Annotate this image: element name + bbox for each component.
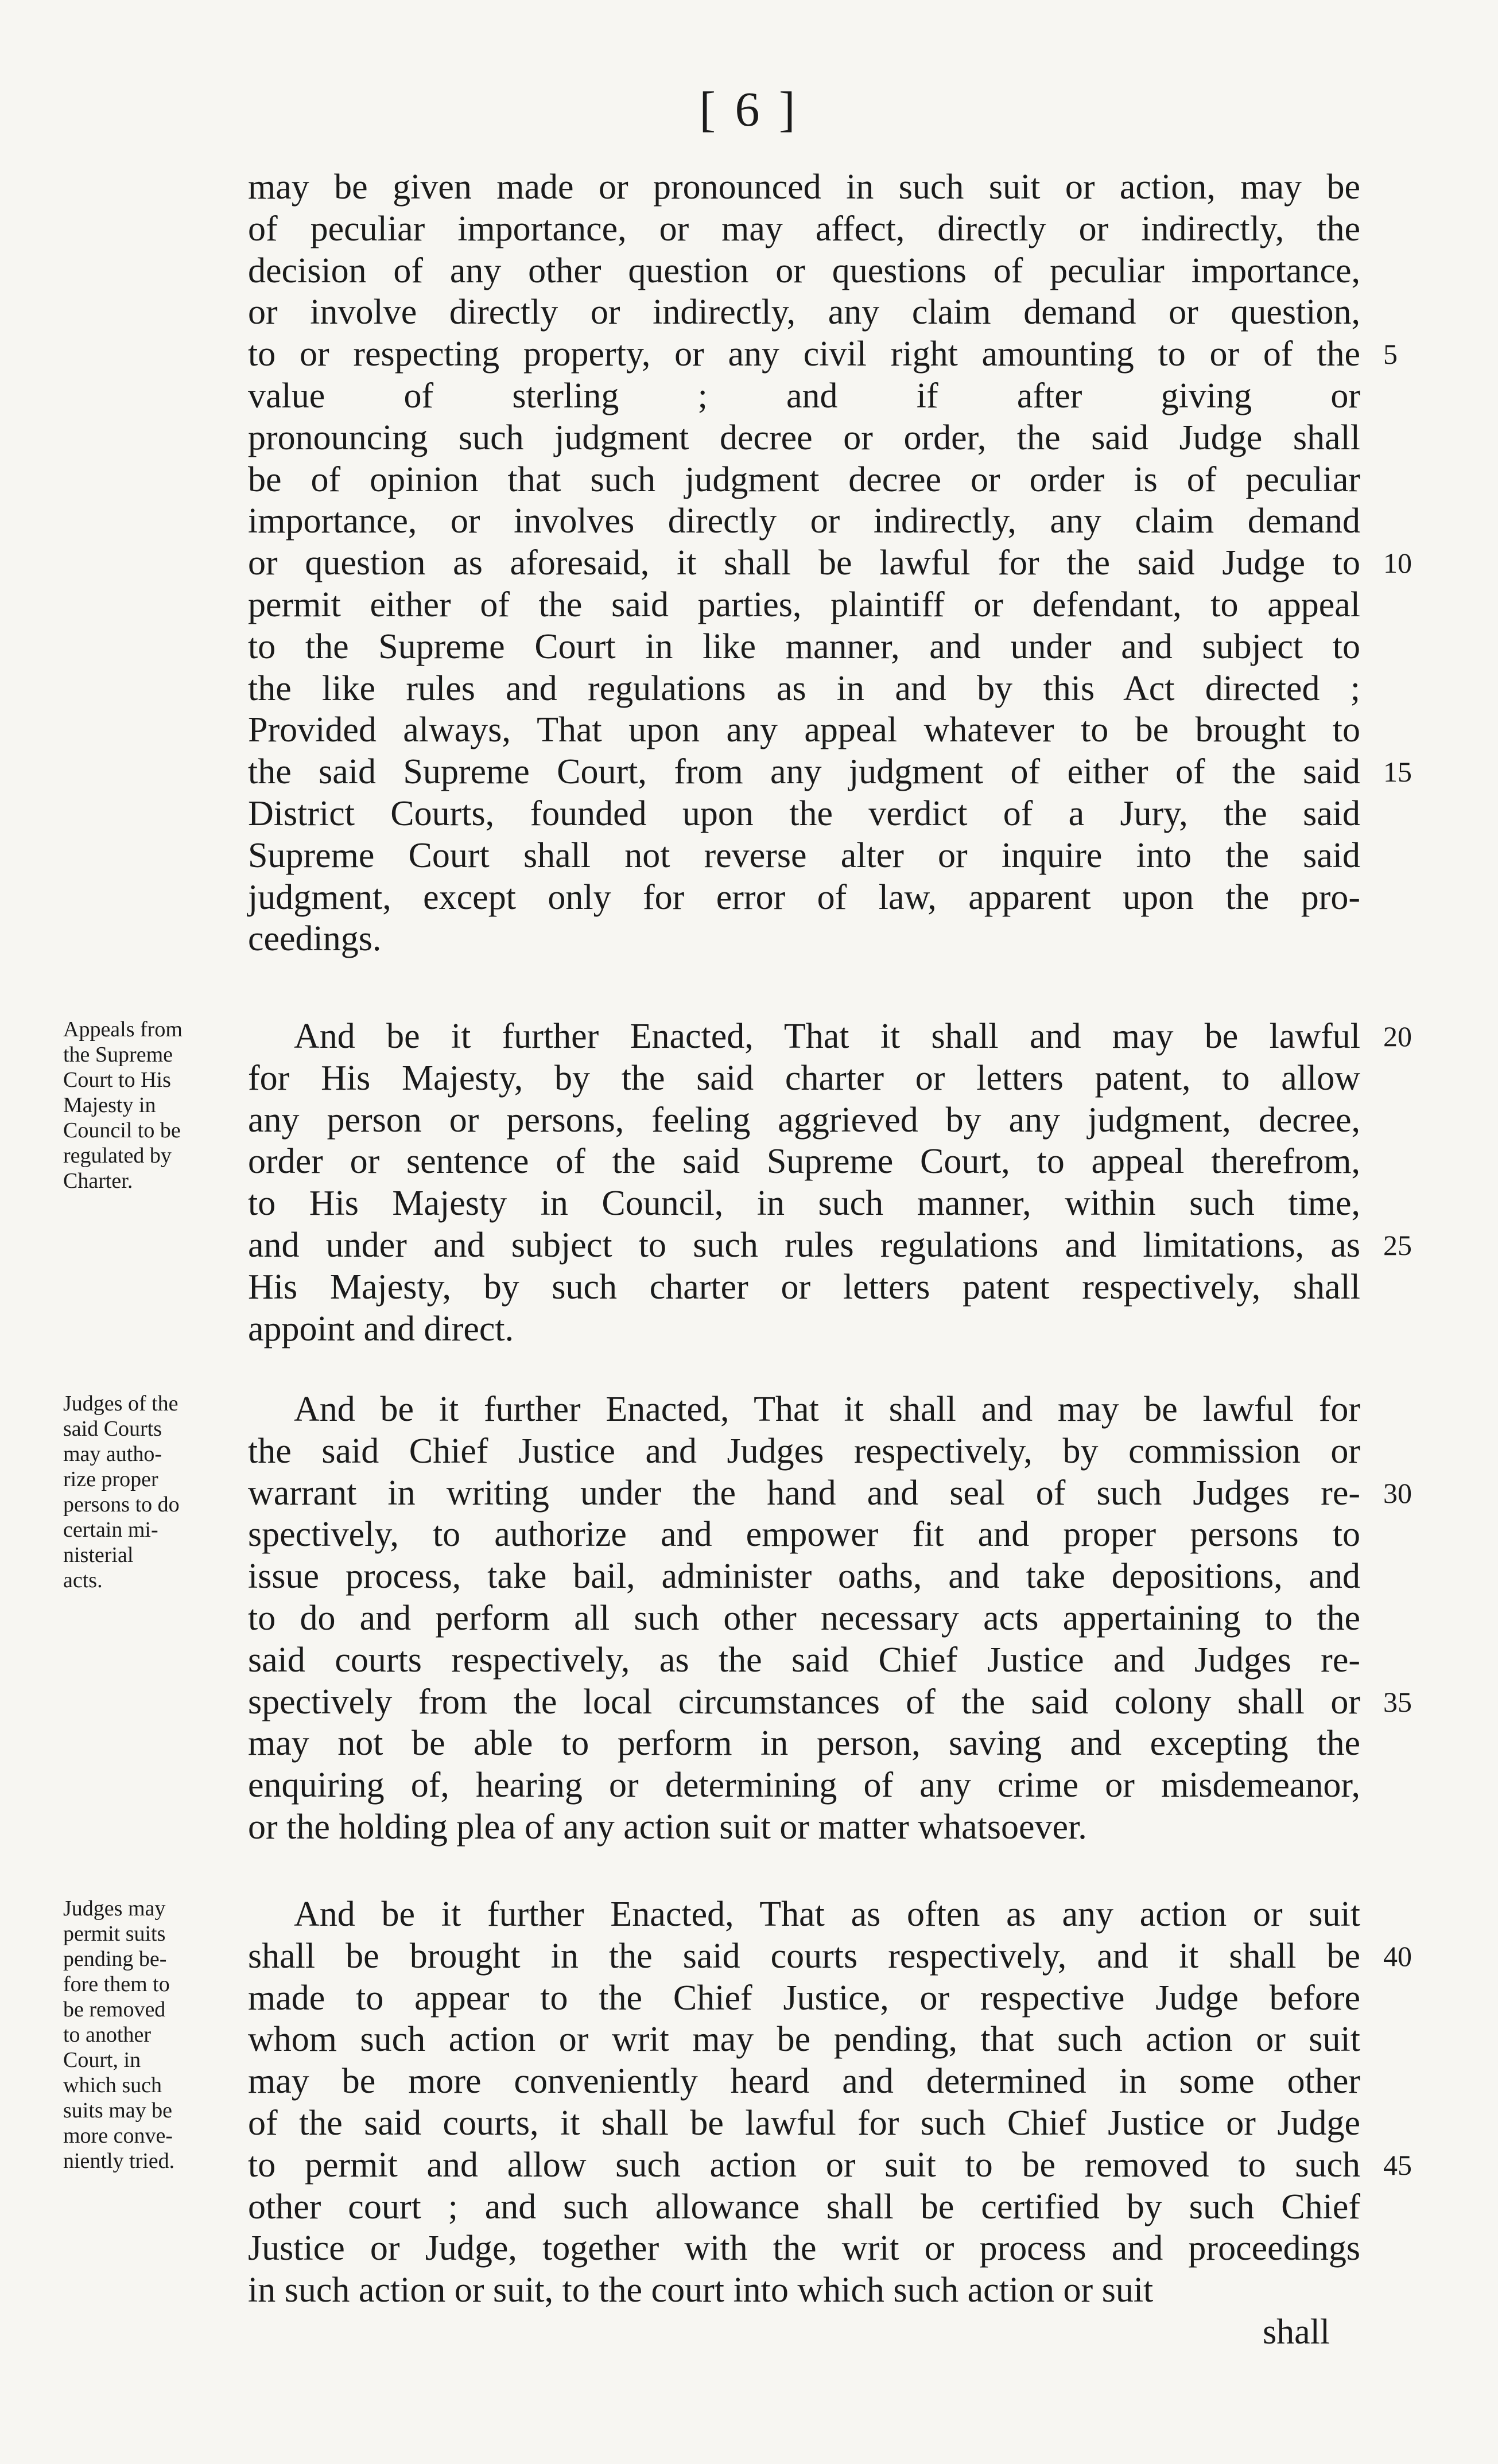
- margin-note-line: Majesty in: [63, 1093, 156, 1117]
- text-line: the said Supreme Court, from any judgment of either of the said: [248, 752, 1360, 792]
- text-line: spectively, to authorize and empower fit and proper persons to: [248, 1515, 1360, 1554]
- margin-note: [63, 1896, 235, 2174]
- text-line: made to appear to the Chief Justice, or respective Judge before: [248, 1978, 1360, 2018]
- line-number: 5: [1383, 338, 1398, 371]
- line-number: 30: [1383, 1476, 1412, 1509]
- text-line: any person or persons, feeling aggrieved by any judgment, decree,: [248, 1100, 1360, 1140]
- margin-note-line: be removed: [63, 1997, 166, 2022]
- page-number: [ 6 ]: [699, 81, 799, 137]
- text-line: of peculiar importance, or may affect, directly or indirectly, the: [248, 209, 1360, 248]
- margin-note-line: acts.: [63, 1568, 103, 1592]
- text-line: ceedings.: [248, 919, 382, 959]
- text-line: whom such action or writ may be pending, that such action or suit: [248, 2020, 1360, 2059]
- text-line: decision of any other question or questions of peculiar importance,: [248, 251, 1360, 290]
- margin-note-line: Court to His: [63, 1068, 171, 1092]
- text-line: the like rules and regulations as in and by this Act directed ;: [248, 669, 1360, 708]
- text-line: Justice or Judge, together with the writ or process and proceedings: [248, 2229, 1360, 2268]
- margin-note-line: Council to be: [63, 1118, 181, 1142]
- text-line: order or sentence of the said Supreme Court, to appeal therefrom,: [248, 1142, 1360, 1182]
- line-number: 10: [1383, 547, 1412, 580]
- text-line: or the holding plea of any action suit or matter whatsoever.: [248, 1808, 1087, 1847]
- margin-note-line: Appeals from: [63, 1017, 183, 1041]
- text-line: to the Supreme Court in like manner, and under and subject to: [248, 627, 1360, 666]
- margin-note-line: certain mi-: [63, 1518, 158, 1542]
- margin-note-line: niently tried.: [63, 2149, 175, 2173]
- text-line: issue process, take bail, administer oaths, and take depositions, and: [248, 1557, 1360, 1596]
- margin-note-line: Court, in: [63, 2048, 141, 2072]
- text-line: And be it further Enacted, That it shall and may be lawful: [294, 1017, 1360, 1056]
- text-line: appoint and direct.: [248, 1309, 514, 1348]
- text-line: spectively from the local circumstances of the said colony shall or: [248, 1682, 1360, 1721]
- text-line: And be it further Enacted, That as often as any action or suit: [294, 1895, 1360, 1934]
- catchword: shall: [1263, 2313, 1330, 2352]
- text-line: District Courts, founded upon the verdict of a Jury, the said: [248, 794, 1360, 833]
- margin-note-line: may autho-: [63, 1442, 162, 1466]
- text-line: may not be able to perform in person, saving and excepting the: [248, 1724, 1360, 1763]
- text-line: importance, or involves directly or indirectly, any claim demand: [248, 502, 1360, 541]
- text-line: shall be brought in the said courts respectively, and it shall be: [248, 1936, 1360, 1976]
- margin-note-line: more conve-: [63, 2124, 173, 2148]
- text-line: said courts respectively, as the said Chief Justice and Judges re-: [248, 1640, 1360, 1680]
- margin-note-line: said Courts: [63, 1417, 162, 1441]
- text-line: may be more conveniently heard and determined in some other: [248, 2062, 1360, 2101]
- text-line: to do and perform all such other necessary acts appertaining to the: [248, 1599, 1360, 1638]
- line-number: 20: [1383, 1020, 1412, 1052]
- text-line: the said Chief Justice and Judges respectively, by commission or: [248, 1431, 1360, 1471]
- line-number: 35: [1383, 1685, 1412, 1718]
- margin-note-line: Judges may: [63, 1896, 166, 1921]
- margin-note-line: persons to do: [63, 1493, 180, 1517]
- margin-note-line: Charter.: [63, 1169, 133, 1193]
- text-line: for His Majesty, by the said charter or letters patent, to allow: [248, 1058, 1360, 1098]
- text-line: be of opinion that such judgment decree or order is of peculiar: [248, 460, 1360, 499]
- line-number: 25: [1383, 1229, 1412, 1261]
- text-line: or involve directly or indirectly, any claim demand or question,: [248, 293, 1360, 332]
- line-number: 40: [1383, 1940, 1412, 1972]
- margin-note-line: fore them to: [63, 1972, 170, 1996]
- text-line: to permit and allow such action or suit to be removed to such: [248, 2145, 1360, 2185]
- margin-note-line: to another: [63, 2023, 152, 2047]
- margin-note-line: nisterial: [63, 1543, 134, 1567]
- text-line: Supreme Court shall not reverse alter or inquire into the said: [248, 835, 1360, 875]
- margin-note: [63, 1391, 235, 1593]
- line-number: 15: [1383, 756, 1412, 788]
- text-line: to or respecting property, or any civil right amounting to or of the: [248, 335, 1360, 374]
- margin-note-line: permit suits: [63, 1922, 166, 1946]
- text-line: judgment, except only for error of law, apparent upon the pro-: [248, 877, 1360, 917]
- margin-note-line: rize proper: [63, 1467, 158, 1491]
- line-number: 45: [1383, 2148, 1412, 2181]
- text-line: permit either of the said parties, plaintiff or defendant, to appeal: [248, 585, 1360, 624]
- margin-note-line: which such: [63, 2073, 162, 2097]
- margin-note-line: regulated by: [63, 1144, 172, 1168]
- text-line: value of sterling ; and if after giving or: [248, 376, 1360, 415]
- margin-note-line: the Supreme: [63, 1043, 173, 1067]
- margin-note-line: pending be-: [63, 1947, 167, 1971]
- text-line: His Majesty, by such charter or letters patent respectively, shall: [248, 1267, 1360, 1307]
- text-line: pronouncing such judgment decree or order, the said Judge shall: [248, 418, 1360, 457]
- text-line: warrant in writing under the hand and seal of such Judges re-: [248, 1473, 1360, 1513]
- margin-note: [63, 1017, 235, 1194]
- text-line: in such action or suit, to the court into which such action or suit: [248, 2271, 1154, 2310]
- text-line: enquiring of, hearing or determining of any crime or misdemeanor,: [248, 1766, 1360, 1805]
- text-line: may be given made or pronounced in such suit or action, may be: [248, 168, 1360, 207]
- text-line: or question as aforesaid, it shall be lawful for the said Judge to: [248, 543, 1360, 583]
- text-line: and under and subject to such rules regulations and limitations, as: [248, 1226, 1360, 1265]
- text-line: other court ; and such allowance shall be certified by such Chief: [248, 2187, 1360, 2226]
- margin-note-line: suits may be: [63, 2098, 172, 2123]
- text-line: And be it further Enacted, That it shall and may be lawful for: [294, 1390, 1360, 1429]
- text-line: Provided always, That upon any appeal whatever to be brought to: [248, 710, 1360, 750]
- text-line: of the said courts, it shall be lawful for such Chief Justice or Judge: [248, 2104, 1360, 2143]
- text-line: to His Majesty in Council, in such manner, within such time,: [248, 1184, 1360, 1223]
- margin-note-line: Judges of the: [63, 1392, 178, 1416]
